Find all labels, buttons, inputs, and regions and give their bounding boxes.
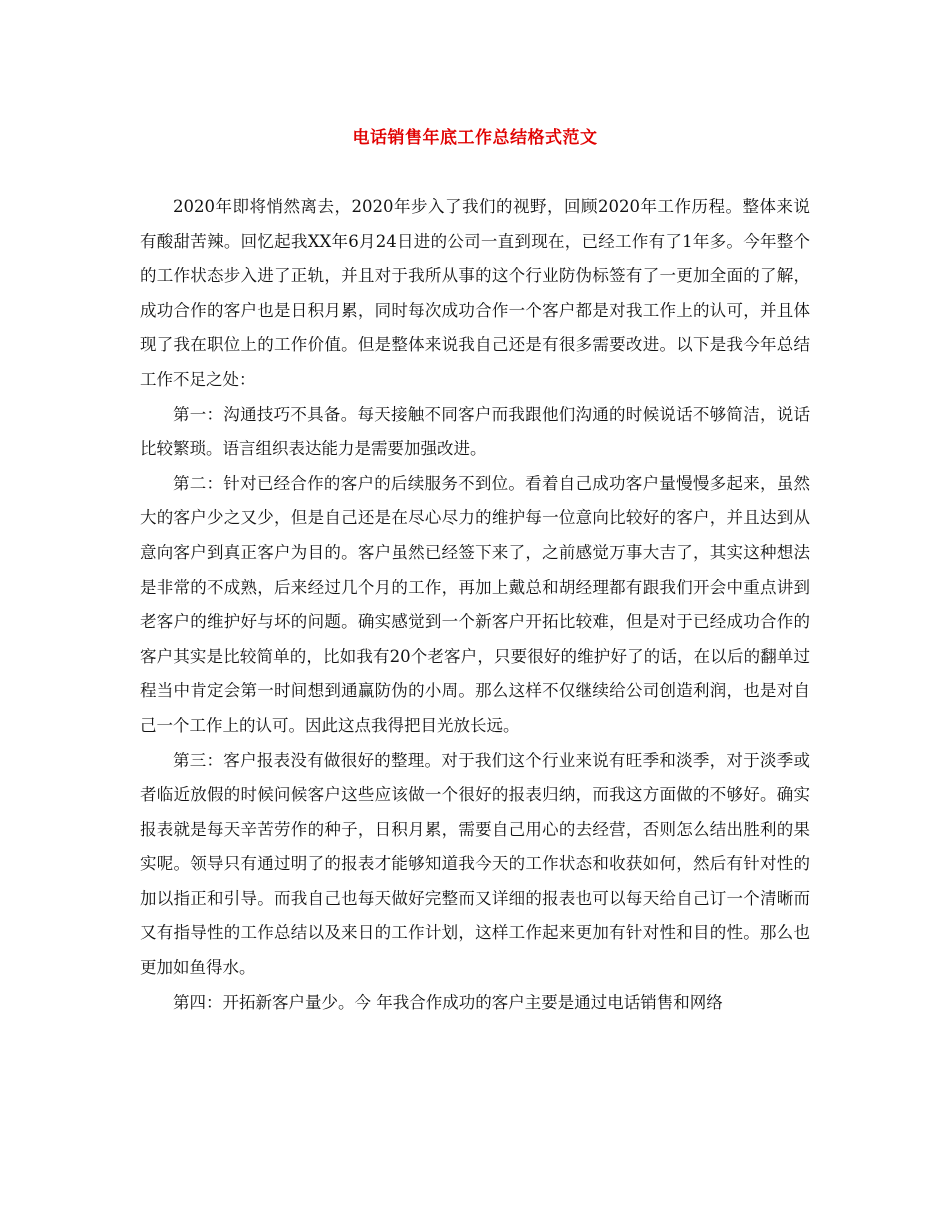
document-title: 电话销售年底工作总结格式范文	[352, 128, 598, 148]
document-body	[140, 190, 810, 1020]
paragraph-point-3: 第三：客户报表没有做很好的整理。对于我们这个行业来说有旺季和淡季，对于淡季或者临近放假的时候问候客户这些应该做一个很好的报表归纳，而我这方面做的不够好。确实报表就是每天辛苦劳作的种子，日积月累，需要自己用心的去经营，否则怎么结出胜利的果实呢。领导只有通过明了的报表才能够知道我今天的工作状态和收获如何，然后有针对性的加以指正和引导。而我自己也每天做好完整而又详细的报表也可以每天给自己订一个清晰而又有指导性的工作总结以及来日的工作计划，这样工作起来更加有针对性和目的性。那么也更加如鱼得水。	[140, 750, 810, 978]
paragraph-intro: 2020年即将悄然离去，2020年步入了我们的视野，回顾2020年工作历程。整体来说有酸甜苦辣。回忆起我XX年6月24日进的公司一直到现在，已经工作有了1年多。今年整个的工作状态步入进了正轨，并且对于我所从事的这个行业防伪标签有了一更加全面的了解，成功合作的客户也是日积月累，同时每次成功合作一个客户都是对我工作上的认可，并且体现了我在职位上的工作价值。但是整体来说我自己还是有很多需要改进。以下是我今年总结工作不足之处：	[140, 197, 810, 389]
paragraph-point-4: 第四：开拓新客户量少。今 年我合作成功的客户主要是通过电话销售和网络	[173, 992, 723, 1012]
paragraph-point-2: 第二：针对已经合作的客户的后续服务不到位。看着自己成功客户量慢慢多起来，虽然大的客户少之又少，但是自己还是在尽心尽力的维护每一位意向比较好的客户，并且达到从意向客户到真正客户为目的。客户虽然已经签下来了，之前感觉万事大吉了，其实这种想法是非常的不成熟，后来经过几个月的工作，再加上戴总和胡经理都有跟我们开会中重点讲到老客户的维护好与坏的问题。确实感觉到一个新客户开拓比较难，但是对于已经成功合作的客户其实是比较简单的，比如我有20个老客户，只要很好的维护好了的话，在以后的翻单过程当中肯定会第一时间想到通赢防伪的小周。那么这样不仅继续给公司创造利润，也是对自己一个工作上的认可。因此这点我得把目光放长远。	[140, 473, 810, 735]
paragraph-point-1: 第一：沟通技巧不具备。每天接触不同客户而我跟他们沟通的时候说话不够简洁，说话比较繁琐。语言组织表达能力是需要加强改进。	[140, 404, 810, 459]
